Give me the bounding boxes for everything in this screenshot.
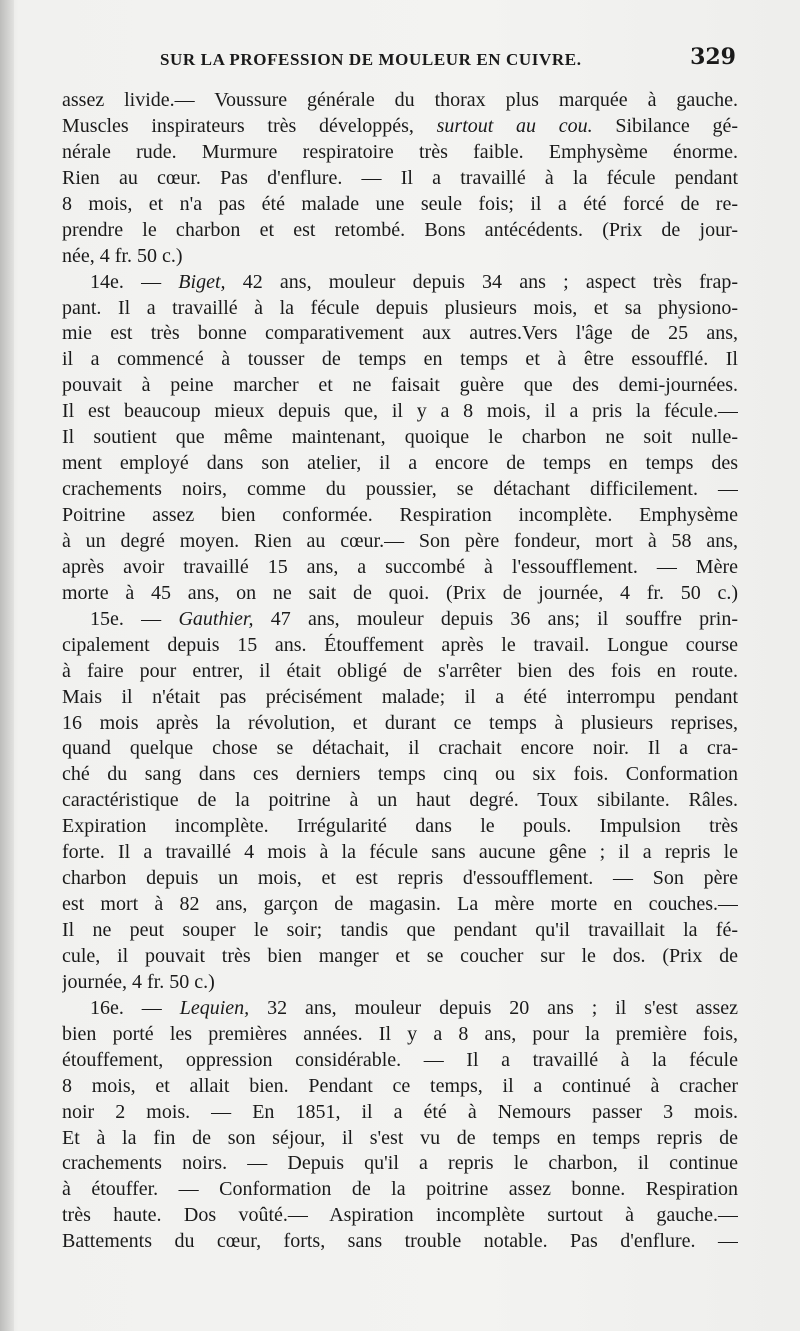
text-line: cipalement depuis 15 ans. Étouffement après le travail. Longue course (62, 633, 738, 656)
text-line: Mais il n'était pas précisément malade; il a été interrompu pendant (62, 685, 738, 708)
text-line: Il est beaucoup mieux depuis que, il y a 8 mois, il a pris la fécule.— (62, 400, 738, 423)
page-number: 329 (690, 44, 736, 70)
text-line: 16e. — Lequien, 32 ans, mouleur depuis 20 ans ; il s'est assez (90, 996, 738, 1019)
text-line: Muscles inspirateurs très développés, surtout au cou. Sibilance gé- (62, 114, 738, 137)
text-line: crachements noirs, comme du poussier, se détachant difficilement. — (62, 478, 738, 501)
text-line: 8 mois, et allait bien. Pendant ce temps, il a continué à cracher (62, 1074, 738, 1097)
text-line: ché du sang dans ces derniers temps cinq ou six fois. Conformation (62, 763, 738, 786)
text-line: Il soutient que même maintenant, quoique le charbon ne soit nulle- (62, 426, 738, 449)
text-line: prendre le charbon et est retombé. Bons antécédents. (Prix de jour- (62, 218, 738, 241)
text-line: Expiration incomplète. Irrégularité dans le pouls. Impulsion très (62, 815, 738, 838)
text-line: mie est très bonne comparativement aux autres.Vers l'âge de 25 ans, (62, 322, 738, 345)
text-line: bien porté les premières années. Il y a 8 ans, pour la première fois, (62, 1022, 738, 1045)
text-line: Et à la fin de son séjour, il s'est vu de temps en temps repris de (62, 1126, 738, 1149)
page-header (60, 44, 740, 76)
text-line: ment employé dans son atelier, il a encore de temps en temps des (62, 452, 738, 475)
text-line: crachements noirs. — Depuis qu'il a repris le charbon, il continue (62, 1152, 738, 1175)
text-line: née, 4 fr. 50 c.) (62, 244, 183, 267)
text-line: Rien au cœur. Pas d'enflure. — Il a travaillé à la fécule pendant (62, 166, 738, 189)
text-line: assez livide.— Voussure générale du thorax plus marquée à gauche. (62, 89, 738, 111)
text-line: charbon depuis un mois, et est repris d'essoufflement. — Son père (62, 867, 738, 890)
text-line: à faire pour entrer, il était obligé de s'arrêter bien des fois en route. (62, 659, 738, 682)
text-line: est mort à 82 ans, garçon de magasin. La mère morte en couches.— (62, 893, 738, 916)
text-line: Il ne peut souper le soir; tandis que pendant qu'il travaillait la fé- (62, 919, 738, 941)
text-line: à un degré moyen. Rien au cœur.— Son père fondeur, mort à 58 ans, (62, 529, 738, 552)
text-line: pouvait à peine marcher et ne faisait guère que des demi-journées. (62, 374, 738, 397)
text-line: nérale rude. Murmure respiratoire très faible. Emphysème énorme. (62, 140, 738, 163)
text-line: après avoir travaillé 15 ans, a succombé à l'essoufflement. — Mère (62, 555, 738, 578)
text-line: Poitrine assez bien conformée. Respiration incomplète. Emphysème (62, 504, 738, 526)
text-line: cule, il pouvait très bien manger et se coucher sur le dos. (Prix de (62, 944, 738, 967)
text-line: noir 2 mois. — En 1851, il a été à Nemours passer 3 mois. (62, 1100, 738, 1123)
text-line: 14e. — Biget, 42 ans, mouleur depuis 34 ans ; aspect très frap- (90, 270, 738, 293)
text-line: très haute. Dos voûté.— Aspiration incomplète surtout à gauche.— (62, 1204, 738, 1227)
text-line: Battements du cœur, forts, sans trouble notable. Pas d'enflure. — (62, 1230, 738, 1253)
text-line: forte. Il a travaillé 4 mois à la fécule sans aucune gêne ; il a repris le (62, 841, 738, 864)
text-line: à étouffer. — Conformation de la poitrine assez bonne. Respiration (62, 1178, 738, 1201)
text-line: 8 mois, et n'a pas été malade une seule fois; il a été forcé de re- (62, 192, 738, 215)
text-line: 16 mois après la révolution, et durant ce temps à plusieurs reprises, (62, 711, 738, 734)
text-line: pant. Il a travaillé à la fécule depuis plusieurs mois, et sa physiono- (62, 296, 738, 319)
text-line: 15e. — Gauthier, 47 ans, mouleur depuis 36 ans; il souffre prin- (90, 607, 738, 630)
page-gutter (0, 0, 14, 1331)
body-text (62, 88, 738, 1255)
text-line: caractéristique de la poitrine à un haut degré. Toux sibilante. Râles. (62, 789, 738, 812)
text-line: il a commencé à tousser de temps en temps et à être essoufflé. Il (62, 348, 738, 371)
running-title: SUR LA PROFESSION DE MOULEUR EN CUIVRE. (160, 50, 582, 69)
text-line: journée, 4 fr. 50 c.) (62, 970, 215, 993)
text-line: morte à 45 ans, on ne sait de quoi. (Prix de journée, 4 fr. 50 c.) (62, 581, 738, 604)
text-line: étouffement, oppression considérable. — Il a travaillé à la fécule (62, 1048, 738, 1071)
text-line: quand quelque chose se détachait, il crachait encore noir. Il a cra- (62, 737, 738, 760)
